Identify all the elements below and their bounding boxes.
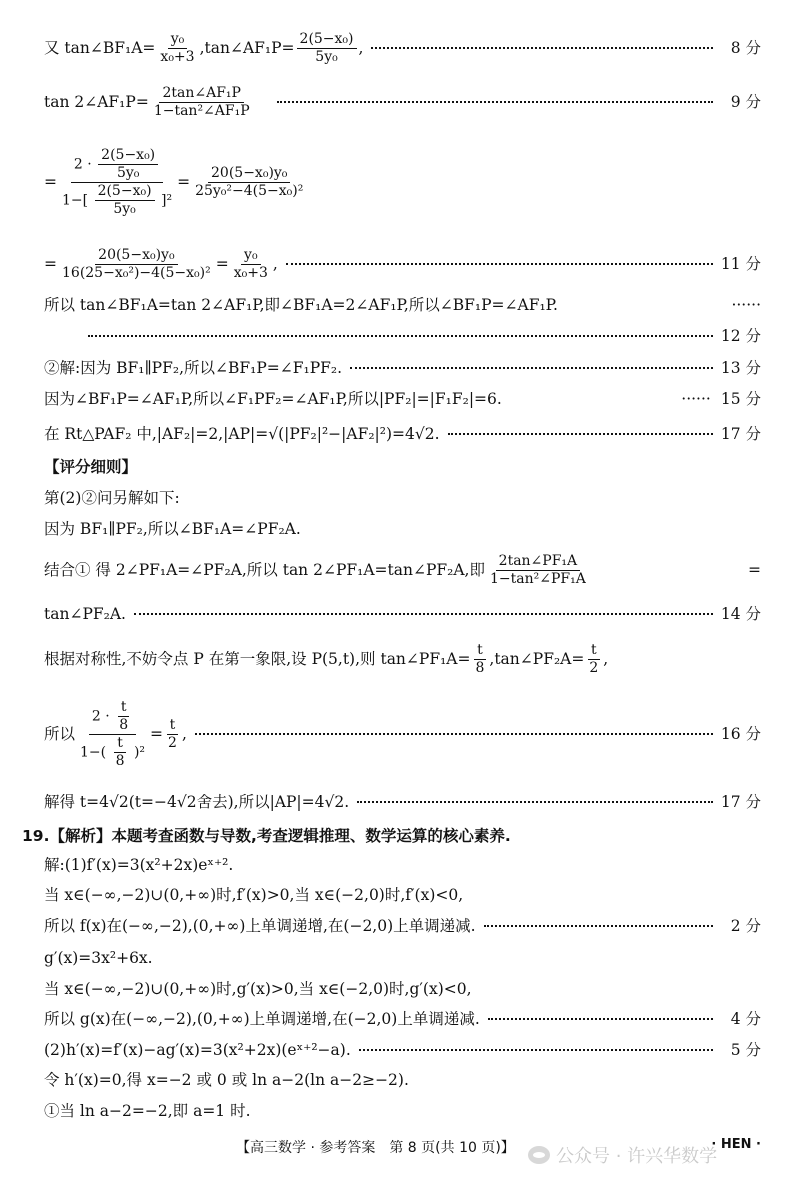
line-21: 所以 f(x)在(−∞,−2),(0,+∞)上单调递增,在(−2,0)上单调递减. 2 分 [44,914,761,938]
complex-fraction: 2 · $\frac{\text{2(5−x₀)}}{\text{5y₀}}$ 1−[ $\frac{\text{2(5−x₀)}}{\text{5y₀}}$ ]² [62,146,173,217]
score: 2 分 [730,917,761,935]
line-24: 所以 g(x)在(−∞,−2),(0,+∞)上单调递增,在(−2,0)上单调递减. 4 分 [44,1007,761,1031]
score: 13 分 [720,359,761,377]
line-2: tan 2∠AF₁P= $\frac{\text{2tan∠AF₁P}}{\text{1−tan²∠AF₁P}}$ 9 分 [44,84,761,119]
line-5: 所以 tan∠BF₁A=tan 2∠AF₁P,即∠BF₁A=2∠AF₁P,所以∠BF₁P=∠AF₁P. ······ [44,296,761,314]
score: 17 分 [720,425,761,443]
leader-dots [88,335,713,337]
question-19-heading: 19.【解析】本题考查函数与导数,考查逻辑推理、数学运算的核心素养. [22,827,511,845]
leader-dots [134,613,713,615]
line-27: ①当 ln a−2=−2,即 a=1 时. [44,1102,251,1120]
watermark: 公众号 · 许兴华数学 [528,1142,717,1168]
fraction: $\frac{\text{y₀}}{\text{x₀+3}}$ [160,30,195,65]
score: 11 分 [720,255,761,273]
line-3: = 2 · $\frac{\text{2(5−x₀)}}{\text{5y₀}}$ 1−[ $\frac{\text{2(5−x₀)}}{\text{5y₀}}$ ]² = $\frac{\text{20(5−x₀)y₀}}{\text{25y₀²−4(5−x₀)²}}$ [44,136,761,228]
fraction: $\frac{\text{2(5−x₀)}}{\text{5y₀}}$ [297,31,357,66]
fraction: $\frac{\text{y₀}}{\text{x₀+3}}$ [233,246,268,281]
fraction: $\frac{\text{20(5−x₀)y₀}}{\text{16(25−x₀²)−4(5−x₀)²}}$ [62,246,211,281]
section-heading: 【评分细则】 [44,458,138,476]
line-20: 当 x∈(−∞,−2)∪(0,+∞)时,f′(x)>0,当 x∈(−2,0)时,f′(x)<0, [44,886,464,904]
line-23: 当 x∈(−∞,−2)∪(0,+∞)时,g′(x)>0,当 x∈(−2,0)时,g′(x)<0, [44,980,472,998]
fraction: $\frac{\text{20(5−x₀)y₀}}{\text{25y₀²−4(5−x₀)²}}$ [195,164,304,199]
leader-dots [357,801,713,803]
line-4: = $\frac{\text{20(5−x₀)y₀}}{\text{16(25−x₀²)−4(5−x₀)²}}$ = $\frac{\text{y₀}}{\text{x₀+3}}$ , 11 分 [44,246,761,281]
score: 4 分 [730,1010,761,1028]
line-16: 所以 2 · $\frac{t}{8}$ 1−( $\frac{t}{8}$ )² = $\frac{t}{2}$ , 16 分 [44,698,761,769]
line-14: tan∠PF₂A. 14 分 [44,602,761,626]
score: 16 分 [720,725,761,743]
wechat-icon [528,1146,550,1164]
fraction: $\frac{t}{8}$ [475,641,485,676]
score: 15 分 [720,390,761,408]
leader-dots [484,925,713,927]
leader-dots [488,1018,713,1020]
score: 17 分 [720,793,761,811]
score: 5 分 [730,1041,761,1059]
line-25: (2)h′(x)=f′(x)−ag′(x)=3(x²+2x)(eˣ⁺²−a). 5 分 [44,1038,761,1062]
leader-dots [359,1049,713,1051]
line-22: g′(x)=3x²+6x. [44,949,153,967]
line-1: 又 tan∠BF₁A= $\frac{\text{y₀}}{\text{x₀+3}}$ ,tan∠AF₁P= $\frac{\text{2(5−x₀)}}{\text{5y₀}}$ , 8 分 [44,30,761,65]
score: 12 分 [720,327,761,345]
leader-dots [286,263,713,265]
line-12: 因为 BF₁∥PF₂,所以∠BF₁A=∠PF₂A. [44,520,301,538]
footer-code: · HEN · [711,1137,761,1152]
fraction: $\frac{\text{2tan∠AF₁P}}{\text{1−tan²∠AF₁P}}$ [153,84,250,119]
fraction: $\frac{t}{2}$ [589,641,599,676]
line-17: 解得 t=4√2(t=−4√2舍去),所以|AP|=4√2. 17 分 [44,790,761,814]
line-8: 因为∠BF₁P=∠AF₁P,所以∠F₁PF₂=∠AF₁P,所以|PF₂|=|F₁F₂|=6. ······ 15 分 [44,387,761,411]
fraction: $\frac{\text{2tan∠PF₁A}}{\text{1−tan²∠PF₁A}}$ [489,552,586,587]
line-7: ②解:因为 BF₁∥PF₂,所以∠BF₁P=∠F₁PF₂. 13 分 [44,356,761,380]
line-9: 在 Rt△PAF₂ 中,|AF₂|=2,|AP|=√(|PF₂|²−|AF₂|²)=4√2. 17 分 [44,422,761,446]
line-11: 第(2)②问另解如下: [44,489,180,507]
line-19: 解:(1)f′(x)=3(x²+2x)eˣ⁺². [44,856,234,874]
leader-dots [350,367,713,369]
line-6 [88,324,761,348]
page-footer: 【高三数学 · 参考答案 第 8 页(共 10 页)】 [236,1140,515,1156]
score: 14 分 [720,605,761,623]
line-13: 结合① 得 2∠PF₁A=∠PF₂A,所以 tan 2∠PF₁A=tan∠PF₂A,即 $\frac{\text{2tan∠PF₁A}}{\text{1−tan²∠PF₁A}}$ = [44,552,761,587]
score: 9 分 [730,93,761,111]
line-26: 令 h′(x)=0,得 x=−2 或 0 或 ln a−2(ln a−2≥−2). [44,1071,409,1089]
complex-fraction: 2 · $\frac{t}{8}$ 1−( $\frac{t}{8}$ )² [80,698,146,769]
line-15: 根据对称性,不妨令点 P 在第一象限,设 P(5,t),则 tan∠PF₁A= $\frac{t}{8}$ ,tan∠PF₂A= $\frac{t}{2}$ , [44,641,609,676]
leader-dots [448,433,713,435]
leader-dots [277,101,713,103]
leader-dots [371,47,713,49]
fraction: $\frac{t}{2}$ [168,716,177,751]
leader-dots [195,733,713,735]
score: 8 分 [730,39,761,57]
